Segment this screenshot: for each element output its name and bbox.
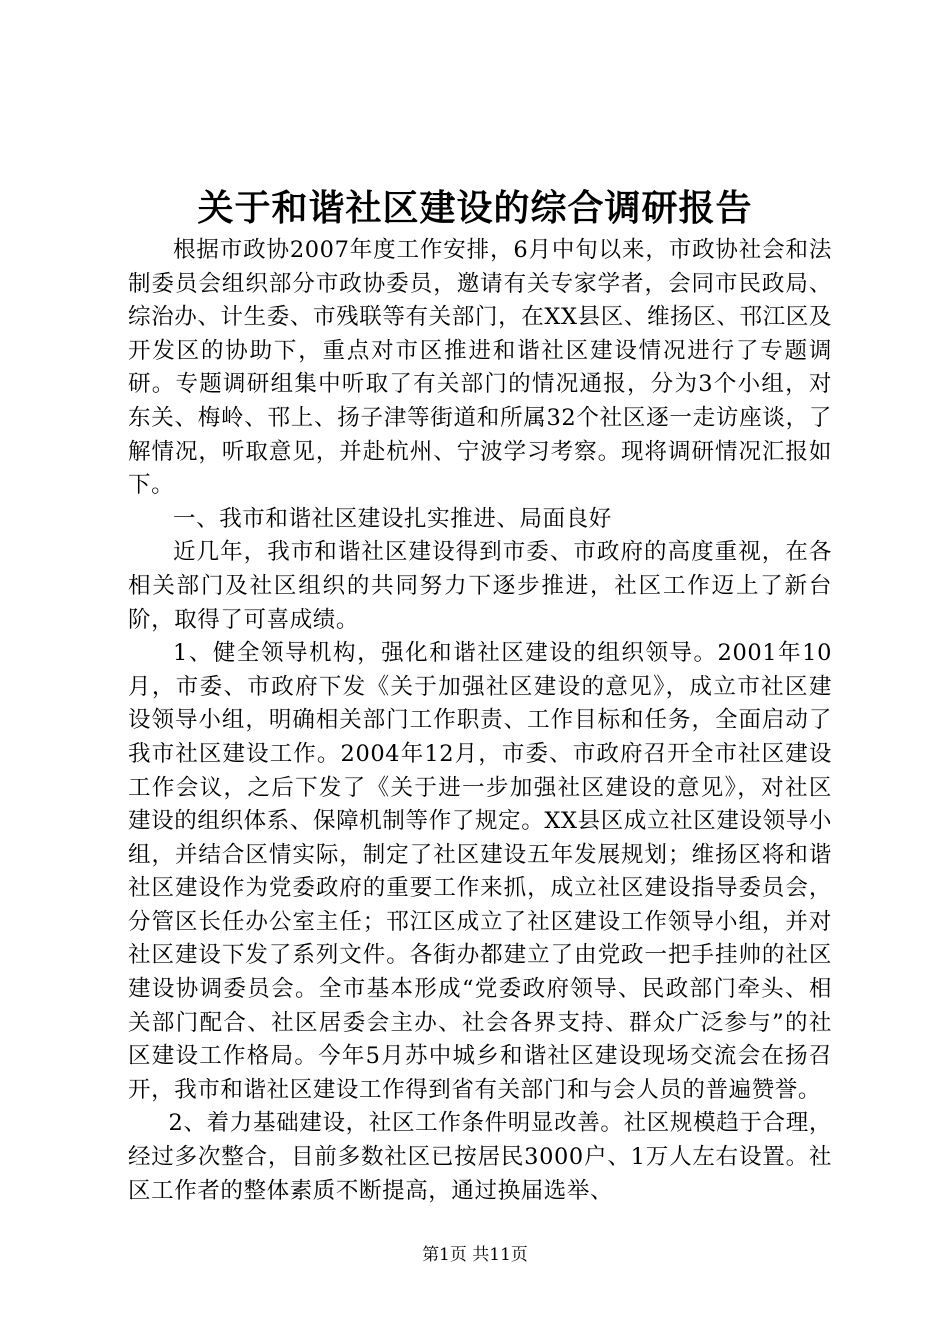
document-body bbox=[128, 234, 832, 1208]
paragraph-item-1: 1、健全领导机构，强化和谐社区建设的组织领导。2001年10月，市委、市政府下发《关于加强社区建设的意见》，成立市社区建设领导小组，明确相关部门工作职责、工作目标和任务，全面启动了我市社区建设工作。2004年12月，市委、市政府召开全市社区建设工作会议，之后下发了《关于进一步加强社区建设的意见》，对社区建设的组织体系、保障机制等作了规定。XX县区成立社区建设领导小组，并结合区情实际，制定了社区建设五年发展规划；维扬区将和谐社区建设作为党委政府的重要工作来抓，成立社区建设指导委员会，分管区长任办公室主任；邗江区成立了社区建设工作领导小组，并对社区建设下发了系列文件。各街办都建立了由党政一把手挂帅的社区建设协调委员会。全市基本形成“党委政府领导、民政部门牵头、相关部门配合、社区居委会主办、社会各界支持、群众广泛参与”的社区建设工作格局。今年5月苏中城乡和谐社区建设现场交流会在扬召开，我市和谐社区建设工作得到省有关部门和与会人员的普遍赞誉。 bbox=[128, 640, 832, 1103]
document-title: 关于和谐社区建设的综合调研报告 bbox=[197, 188, 753, 229]
paragraph-overview: 近几年，我市和谐社区建设得到市委、市政府的高度重视，在各相关部门及社区组织的共同努力下逐步推进，社区工作迈上了新台阶，取得了可喜成绩。 bbox=[128, 539, 832, 633]
page-number: 第1页 共11页 bbox=[422, 1245, 528, 1265]
paragraph-intro: 根据市政协2007年度工作安排，6月中旬以来，市政协社会和法制委员会组织部分市政协委员，邀请有关专家学者，会同市民政局、综治办、计生委、市残联等有关部门，在XX县区、维扬区、邗江区及开发区的协助下，重点对市区推进和谐社区建设情况进行了专题调研。专题调研组集中听取了有关部门的情况通报，分为3个小组，对东关、梅岭、邗上、扬子津等街道和所属32个社区逐一走访座谈，了解情况，听取意见，并赴杭州、宁波学习考察。现将调研情况汇报如下。 bbox=[128, 237, 832, 499]
paragraph-item-2: 2、着力基础建设，社区工作条件明显改善。社区规模趋于合理，经过多次整合，目前多数社区已按居民3000户、1万人左右设置。社区工作者的整体素质不断提高，通过换届选举、 bbox=[128, 1110, 832, 1204]
section-heading-1: 一、我市和谐社区建设扎实推进、局面良好 bbox=[173, 505, 612, 532]
